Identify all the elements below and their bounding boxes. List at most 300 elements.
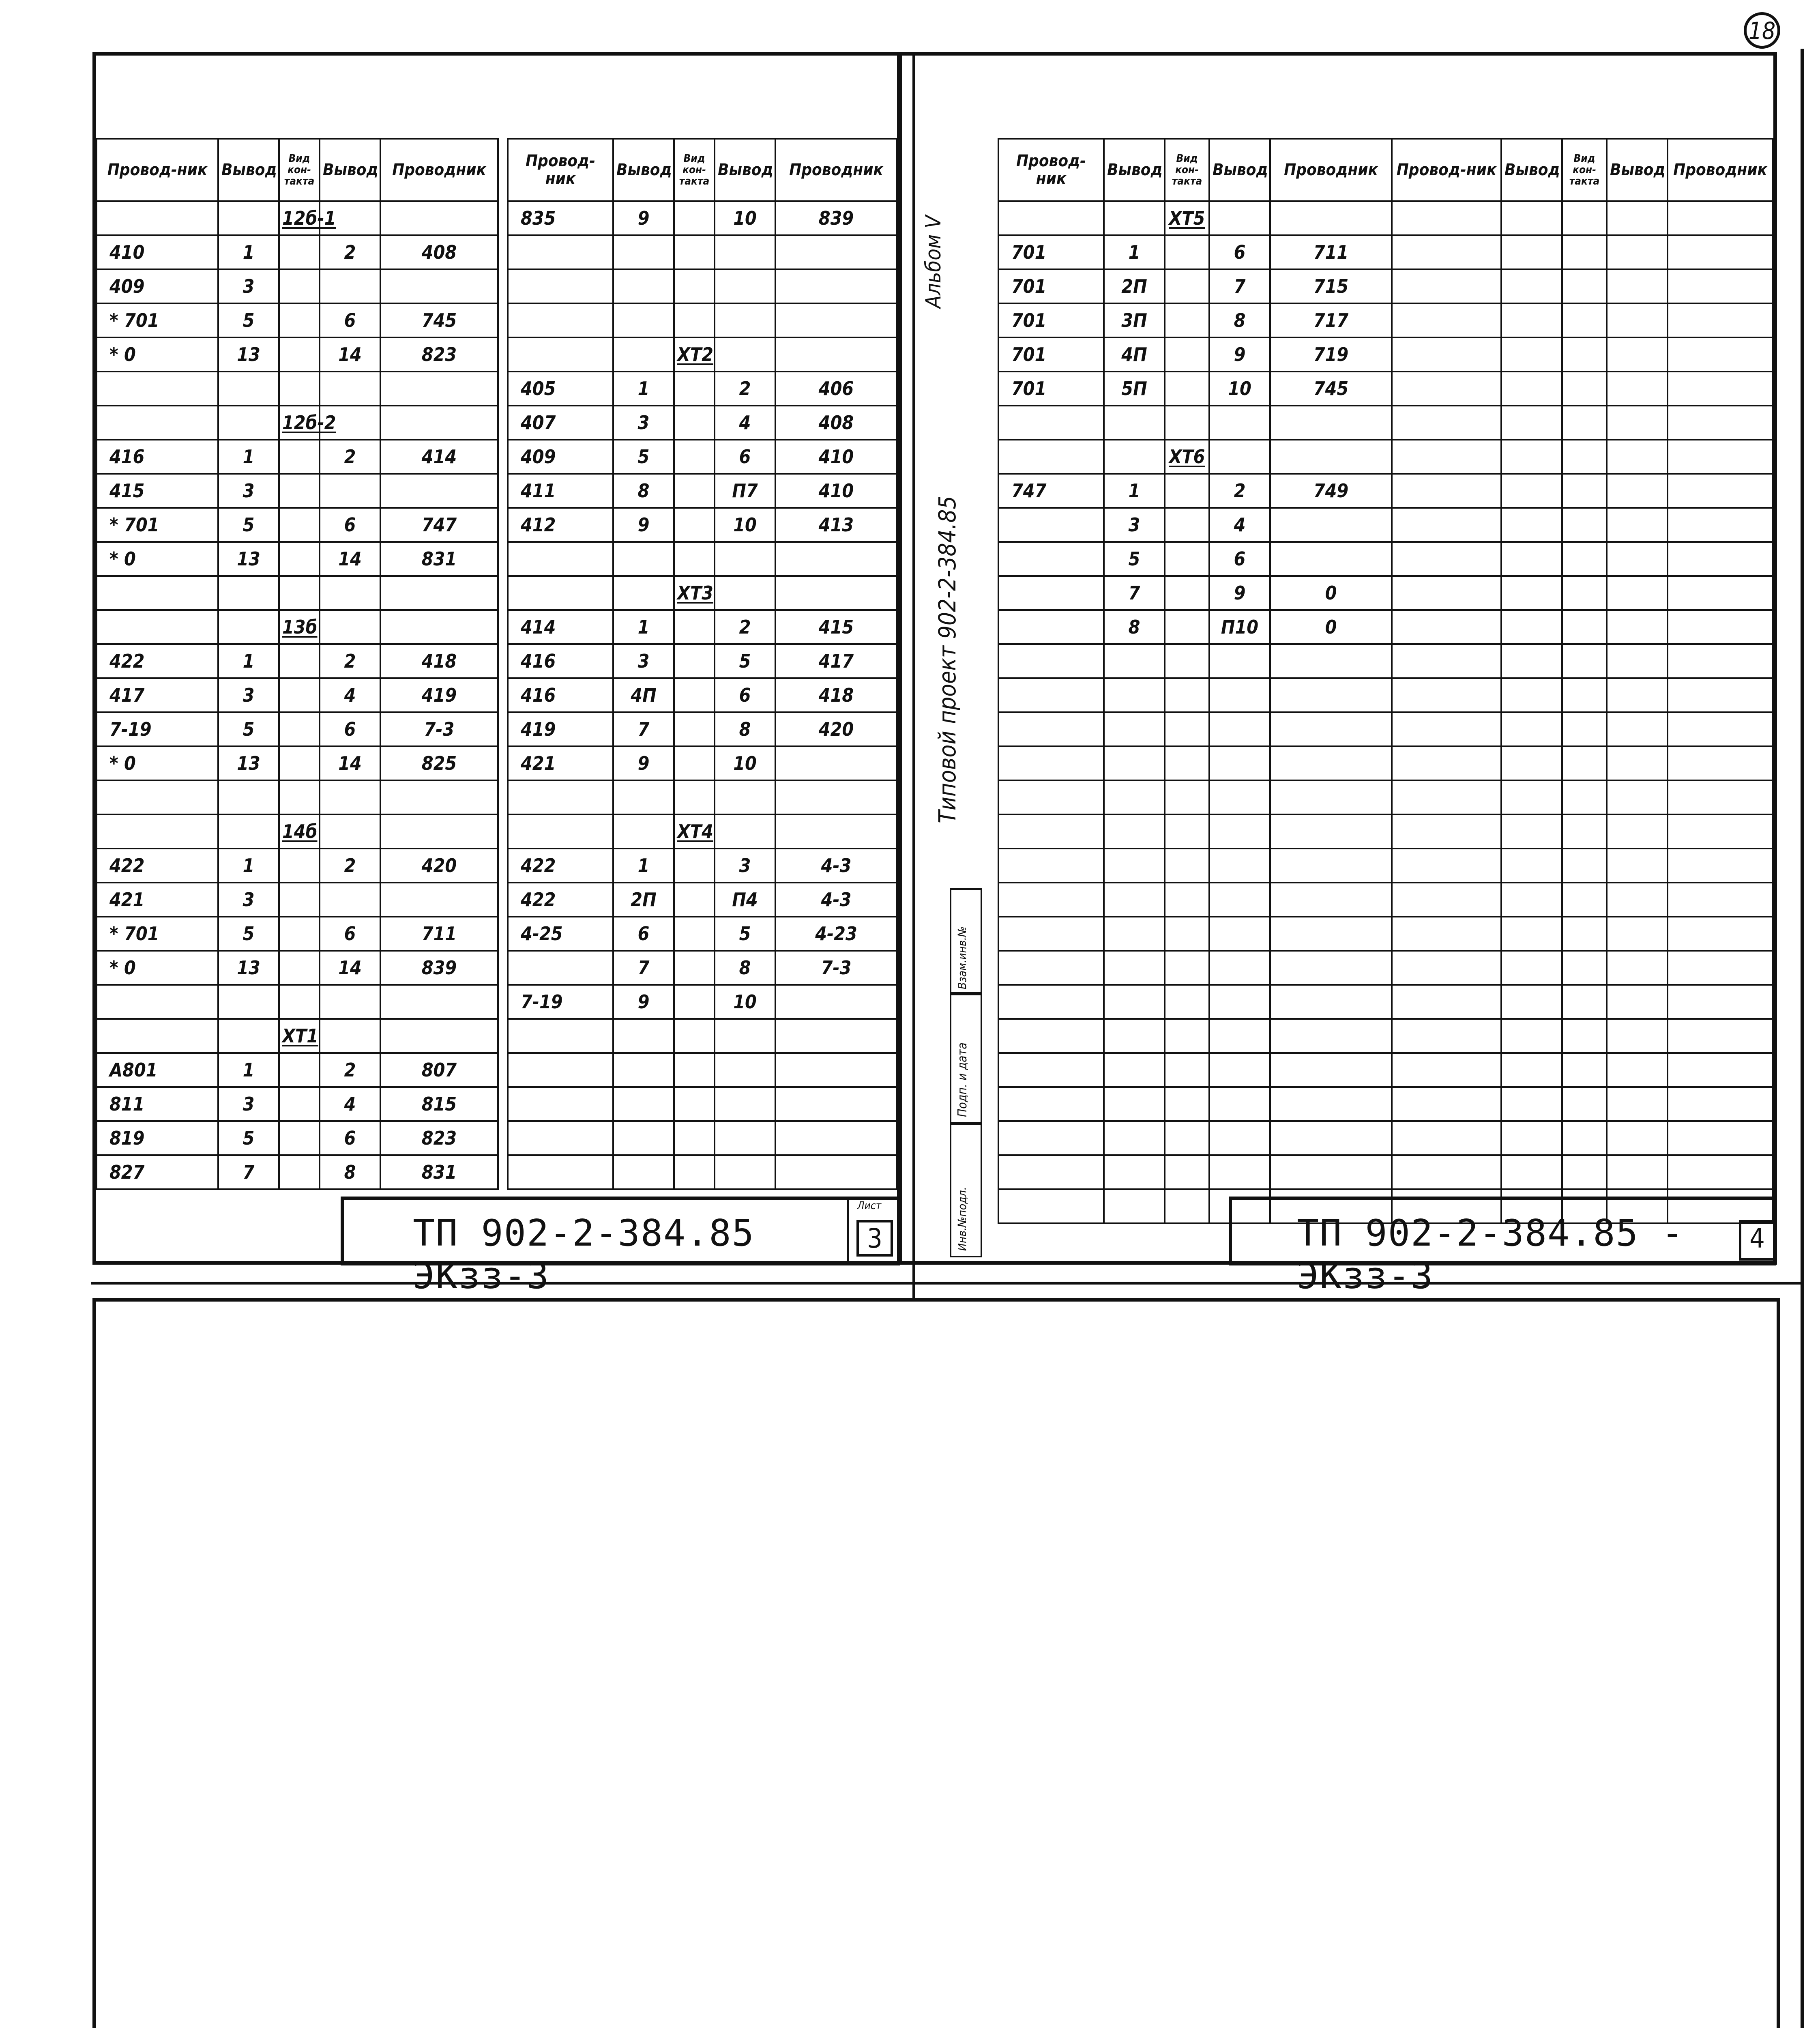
table-row bbox=[508, 712, 897, 746]
wiring-table-a bbox=[96, 138, 499, 1190]
table-cell bbox=[775, 780, 897, 814]
table-cell: 1 bbox=[218, 235, 279, 269]
strip-cell-replacement: Взам.инв.№ bbox=[950, 888, 982, 994]
table-cell bbox=[279, 337, 320, 372]
table-cell bbox=[1501, 542, 1562, 576]
table-cell: * 0 bbox=[97, 337, 218, 372]
table-cell bbox=[1562, 746, 1607, 780]
table-cell bbox=[1104, 1019, 1165, 1053]
table-row bbox=[1392, 985, 1773, 1019]
table-cell bbox=[1392, 780, 1501, 814]
table-cell bbox=[1607, 474, 1668, 508]
table-cell bbox=[775, 337, 897, 372]
table-cell bbox=[775, 269, 897, 303]
table-cell bbox=[1562, 303, 1607, 337]
table-cell: 2 bbox=[320, 849, 380, 883]
table-row bbox=[97, 1019, 498, 1053]
table-row bbox=[508, 474, 897, 508]
table-row bbox=[1392, 712, 1773, 746]
table-row bbox=[97, 985, 498, 1019]
table-cell: * 0 bbox=[97, 746, 218, 780]
table-row bbox=[1392, 951, 1773, 985]
table-cell bbox=[1607, 576, 1668, 610]
table-cell bbox=[1562, 542, 1607, 576]
table-cell bbox=[1607, 951, 1668, 985]
table-row bbox=[1392, 303, 1773, 337]
table-cell bbox=[380, 883, 498, 917]
table-cell bbox=[775, 1155, 897, 1189]
table-cell bbox=[1165, 542, 1209, 576]
table-cell bbox=[380, 985, 498, 1019]
table-cell bbox=[279, 678, 320, 712]
table-cell: 419 bbox=[508, 712, 613, 746]
table-row bbox=[1392, 440, 1773, 474]
table-cell bbox=[1668, 849, 1773, 883]
table-cell bbox=[674, 951, 715, 985]
table-row bbox=[998, 406, 1392, 440]
table-row bbox=[508, 917, 897, 951]
table-cell: 717 bbox=[1270, 303, 1392, 337]
table-cell bbox=[1501, 746, 1562, 780]
table-cell bbox=[1607, 712, 1668, 746]
table-cell bbox=[1165, 508, 1209, 542]
table-cell bbox=[613, 1155, 674, 1189]
table-cell bbox=[1501, 372, 1562, 406]
table-cell bbox=[715, 814, 775, 849]
table-cell bbox=[1607, 201, 1668, 235]
table-cell: 5 bbox=[218, 917, 279, 951]
table-cell: 2 bbox=[320, 644, 380, 678]
table-cell: 2П bbox=[613, 883, 674, 917]
table-cell bbox=[279, 474, 320, 508]
table-cell bbox=[1104, 746, 1165, 780]
table-row bbox=[97, 474, 498, 508]
table-cell bbox=[1392, 883, 1501, 917]
table-cell bbox=[1209, 883, 1270, 917]
table-row bbox=[508, 303, 897, 337]
table-cell bbox=[674, 883, 715, 917]
table-cell bbox=[1501, 201, 1562, 235]
table-cell: 14 bbox=[320, 337, 380, 372]
table-cell bbox=[320, 883, 380, 917]
table-cell bbox=[998, 1189, 1104, 1223]
table-cell bbox=[674, 1121, 715, 1155]
table-cell bbox=[1607, 780, 1668, 814]
table-cell: 418 bbox=[380, 644, 498, 678]
table-cell bbox=[613, 1121, 674, 1155]
table-cell bbox=[218, 372, 279, 406]
table-cell bbox=[998, 883, 1104, 917]
table-cell bbox=[1501, 883, 1562, 917]
block-label: XT2 bbox=[674, 337, 715, 372]
table-cell bbox=[97, 985, 218, 1019]
table-cell bbox=[1270, 917, 1392, 951]
table-cell bbox=[1392, 337, 1501, 372]
table-cell bbox=[775, 542, 897, 576]
bottom-empty-sheet bbox=[92, 1298, 1780, 2028]
table-row bbox=[508, 1121, 897, 1155]
table-cell: 815 bbox=[380, 1087, 498, 1121]
table-cell bbox=[1392, 644, 1501, 678]
table-cell bbox=[1165, 883, 1209, 917]
table-row bbox=[998, 780, 1392, 814]
table-cell bbox=[1209, 1121, 1270, 1155]
table-cell bbox=[1165, 746, 1209, 780]
table-row bbox=[508, 780, 897, 814]
table-cell bbox=[1668, 883, 1773, 917]
table-cell bbox=[1668, 508, 1773, 542]
table-cell bbox=[1392, 814, 1501, 849]
table-cell bbox=[1668, 406, 1773, 440]
table-row bbox=[508, 644, 897, 678]
table-cell: 3 bbox=[218, 474, 279, 508]
table-cell bbox=[674, 780, 715, 814]
header-conductor-right: Проводник bbox=[1668, 139, 1773, 201]
table-cell bbox=[998, 644, 1104, 678]
header-conductor-right: Проводник bbox=[1270, 139, 1392, 201]
table-cell bbox=[1270, 1019, 1392, 1053]
table-cell bbox=[998, 440, 1104, 474]
table-cell bbox=[1562, 337, 1607, 372]
table-row bbox=[998, 1121, 1392, 1155]
table-cell bbox=[674, 1053, 715, 1087]
table-cell bbox=[998, 814, 1104, 849]
table-cell bbox=[674, 917, 715, 951]
table-cell: 2 bbox=[715, 610, 775, 644]
table-row bbox=[97, 1121, 498, 1155]
table-row bbox=[97, 542, 498, 576]
table-cell bbox=[674, 303, 715, 337]
table-cell bbox=[1165, 303, 1209, 337]
table-cell bbox=[1501, 780, 1562, 814]
table-cell: 5 bbox=[218, 1121, 279, 1155]
table-row bbox=[508, 235, 897, 269]
table-cell bbox=[1562, 814, 1607, 849]
table-cell: 1 bbox=[218, 644, 279, 678]
table-cell bbox=[279, 1121, 320, 1155]
table-cell bbox=[775, 1087, 897, 1121]
table-cell: 10 bbox=[715, 508, 775, 542]
table-cell: П4 bbox=[715, 883, 775, 917]
table-cell bbox=[1392, 235, 1501, 269]
table-cell bbox=[1668, 1121, 1773, 1155]
table-cell bbox=[715, 780, 775, 814]
table-cell: 420 bbox=[775, 712, 897, 746]
table-row bbox=[97, 746, 498, 780]
table-cell bbox=[1501, 985, 1562, 1019]
table-cell bbox=[1209, 849, 1270, 883]
table-cell bbox=[1165, 576, 1209, 610]
table-cell bbox=[1668, 644, 1773, 678]
table-cell bbox=[1165, 814, 1209, 849]
table-cell bbox=[1562, 1053, 1607, 1087]
table-cell: A801 bbox=[97, 1053, 218, 1087]
table-cell bbox=[1392, 406, 1501, 440]
table-cell: 9 bbox=[613, 985, 674, 1019]
table-cell bbox=[1392, 201, 1501, 235]
table-row bbox=[1392, 1087, 1773, 1121]
table-cell bbox=[380, 814, 498, 849]
table-cell: 8 bbox=[613, 474, 674, 508]
table-row bbox=[1392, 678, 1773, 712]
table-cell: 7-3 bbox=[775, 951, 897, 985]
table-cell: 8 bbox=[320, 1155, 380, 1189]
table-cell bbox=[674, 1019, 715, 1053]
table-row bbox=[97, 1087, 498, 1121]
table-cell bbox=[1392, 1087, 1501, 1121]
table-cell bbox=[218, 201, 279, 235]
table-cell bbox=[1668, 542, 1773, 576]
table-cell bbox=[1270, 678, 1392, 712]
table-cell bbox=[1501, 610, 1562, 644]
table-cell bbox=[508, 542, 613, 576]
table-cell bbox=[1668, 440, 1773, 474]
table-cell bbox=[1668, 917, 1773, 951]
table-cell bbox=[1562, 440, 1607, 474]
table-cell bbox=[1501, 337, 1562, 372]
table-cell bbox=[998, 917, 1104, 951]
table-row bbox=[998, 1155, 1392, 1189]
table-cell: 4 bbox=[320, 1087, 380, 1121]
table-cell bbox=[775, 814, 897, 849]
strip-cell-inventory: Инв.№подл. bbox=[950, 1124, 982, 1257]
table-cell bbox=[1501, 1087, 1562, 1121]
table-cell: 747 bbox=[380, 508, 498, 542]
table-cell: 6 bbox=[715, 440, 775, 474]
table-cell: 13 bbox=[218, 951, 279, 985]
table-row bbox=[1392, 644, 1773, 678]
table-row bbox=[97, 576, 498, 610]
table-cell: 410 bbox=[775, 474, 897, 508]
table-row bbox=[97, 303, 498, 337]
table-cell bbox=[1165, 610, 1209, 644]
table-cell: 711 bbox=[1270, 235, 1392, 269]
table-cell bbox=[1104, 985, 1165, 1019]
table-cell: 749 bbox=[1270, 474, 1392, 508]
table-cell bbox=[674, 406, 715, 440]
table-cell bbox=[998, 1087, 1104, 1121]
table-cell: 422 bbox=[508, 883, 613, 917]
table-cell bbox=[1562, 644, 1607, 678]
table-row bbox=[97, 917, 498, 951]
table-cell bbox=[218, 780, 279, 814]
table-row bbox=[998, 746, 1392, 780]
table-row bbox=[97, 951, 498, 985]
table-row bbox=[508, 337, 897, 372]
table-cell bbox=[613, 780, 674, 814]
table-cell bbox=[1270, 1087, 1392, 1121]
block-label: XT6 bbox=[1165, 440, 1209, 474]
table-cell bbox=[279, 1053, 320, 1087]
table-cell bbox=[279, 542, 320, 576]
table-cell: 10 bbox=[715, 201, 775, 235]
table-cell: 6 bbox=[715, 678, 775, 712]
table-cell bbox=[1270, 985, 1392, 1019]
table-cell bbox=[998, 746, 1104, 780]
wiring-table-d bbox=[1391, 138, 1774, 1224]
table-cell bbox=[1392, 610, 1501, 644]
table-row bbox=[508, 508, 897, 542]
table-row bbox=[998, 917, 1392, 951]
table-cell bbox=[674, 440, 715, 474]
table-cell bbox=[1209, 917, 1270, 951]
table-cell bbox=[218, 1019, 279, 1053]
table-cell: 421 bbox=[508, 746, 613, 780]
table-cell: 7 bbox=[613, 951, 674, 985]
table-cell bbox=[218, 406, 279, 440]
table-cell bbox=[775, 303, 897, 337]
table-cell: 8 bbox=[715, 712, 775, 746]
table-row bbox=[998, 508, 1392, 542]
block-label: 12б-1 bbox=[279, 201, 320, 235]
table-cell: 409 bbox=[97, 269, 218, 303]
table-cell bbox=[998, 1053, 1104, 1087]
header-contact-type: Вид кон-такта bbox=[1165, 139, 1209, 201]
table-cell: 819 bbox=[97, 1121, 218, 1155]
table-cell: 421 bbox=[97, 883, 218, 917]
table-cell: 409 bbox=[508, 440, 613, 474]
block-label: XT3 bbox=[674, 576, 715, 610]
table-cell bbox=[380, 474, 498, 508]
header-conductor: Провод-ник bbox=[97, 139, 218, 201]
table-cell bbox=[1607, 406, 1668, 440]
table-cell: 1 bbox=[613, 849, 674, 883]
table-cell bbox=[1104, 814, 1165, 849]
header-conductor: Провод-ник bbox=[508, 139, 613, 201]
table-cell bbox=[1104, 678, 1165, 712]
table-cell: 417 bbox=[775, 644, 897, 678]
table-row bbox=[1392, 337, 1773, 372]
table-cell bbox=[380, 201, 498, 235]
table-cell bbox=[1209, 951, 1270, 985]
table-cell bbox=[1104, 406, 1165, 440]
table-cell bbox=[998, 985, 1104, 1019]
table-row bbox=[1392, 746, 1773, 780]
table-cell bbox=[1270, 951, 1392, 985]
table-cell: 5 bbox=[218, 712, 279, 746]
table-cell bbox=[1607, 985, 1668, 1019]
table-cell bbox=[775, 1019, 897, 1053]
table-cell bbox=[1165, 780, 1209, 814]
table-cell bbox=[1209, 814, 1270, 849]
table-cell bbox=[1668, 1087, 1773, 1121]
table-cell: 2П bbox=[1104, 269, 1165, 303]
right-edge-line bbox=[1801, 49, 1804, 2028]
table-cell bbox=[218, 985, 279, 1019]
table-cell bbox=[1209, 712, 1270, 746]
table-cell bbox=[279, 576, 320, 610]
table-cell: 14 bbox=[320, 746, 380, 780]
table-row bbox=[97, 337, 498, 372]
table-cell: 8 bbox=[715, 951, 775, 985]
table-cell bbox=[279, 780, 320, 814]
table-cell bbox=[998, 1155, 1104, 1189]
table-row bbox=[508, 576, 897, 610]
table-cell bbox=[279, 303, 320, 337]
table-cell bbox=[775, 235, 897, 269]
left-stamp-code: ТП 902-2-384.85 ЭКзз-3 bbox=[413, 1212, 755, 1297]
table-cell: 745 bbox=[380, 303, 498, 337]
left-sheet-cell bbox=[847, 1197, 904, 1265]
table-cell: 13 bbox=[218, 542, 279, 576]
table-cell bbox=[715, 1053, 775, 1087]
table-cell bbox=[1165, 1121, 1209, 1155]
table-cell: * 0 bbox=[97, 951, 218, 985]
table-cell bbox=[1392, 474, 1501, 508]
table-cell bbox=[1668, 303, 1773, 337]
table-cell bbox=[508, 337, 613, 372]
table-cell bbox=[1165, 406, 1209, 440]
block-label: 12б-2 bbox=[279, 406, 320, 440]
table-cell bbox=[1607, 303, 1668, 337]
table-cell bbox=[1392, 985, 1501, 1019]
table-cell: 823 bbox=[380, 337, 498, 372]
table-cell bbox=[1165, 1189, 1209, 1223]
table-cell bbox=[1392, 746, 1501, 780]
table-row bbox=[97, 678, 498, 712]
table-cell bbox=[1392, 1155, 1501, 1189]
table-cell bbox=[1562, 917, 1607, 951]
table-cell bbox=[1562, 235, 1607, 269]
table-cell bbox=[380, 372, 498, 406]
table-cell bbox=[1668, 1019, 1773, 1053]
table-row bbox=[508, 1155, 897, 1189]
table-row bbox=[97, 508, 498, 542]
table-row bbox=[998, 201, 1392, 235]
table-row bbox=[97, 235, 498, 269]
table-cell bbox=[613, 235, 674, 269]
table-cell: 419 bbox=[380, 678, 498, 712]
table-row bbox=[1392, 610, 1773, 644]
sheet-caption: Лист bbox=[857, 1200, 882, 1212]
table-cell: 811 bbox=[97, 1087, 218, 1121]
table-cell bbox=[1562, 1087, 1607, 1121]
table-row bbox=[508, 372, 897, 406]
table-cell: 7 bbox=[613, 712, 674, 746]
table-cell: 410 bbox=[775, 440, 897, 474]
table-row bbox=[998, 542, 1392, 576]
block-label: 14б bbox=[279, 814, 320, 849]
table-cell: 418 bbox=[775, 678, 897, 712]
table-cell: 416 bbox=[97, 440, 218, 474]
table-cell bbox=[1607, 1019, 1668, 1053]
header-output-right: Вывод bbox=[320, 139, 380, 201]
table-row bbox=[1392, 406, 1773, 440]
table-cell: 413 bbox=[775, 508, 897, 542]
table-row bbox=[508, 1019, 897, 1053]
table-cell bbox=[998, 712, 1104, 746]
table-cell bbox=[1392, 576, 1501, 610]
table-cell: П7 bbox=[715, 474, 775, 508]
table-cell bbox=[1270, 712, 1392, 746]
table-cell: 1 bbox=[218, 849, 279, 883]
table-cell: 5 bbox=[613, 440, 674, 474]
table-cell: 701 bbox=[998, 372, 1104, 406]
table-row bbox=[97, 372, 498, 406]
table-cell bbox=[998, 542, 1104, 576]
table-row bbox=[998, 337, 1392, 372]
table-cell bbox=[279, 644, 320, 678]
table-cell: 3 bbox=[218, 678, 279, 712]
table-cell bbox=[1668, 678, 1773, 712]
table-cell bbox=[775, 746, 897, 780]
header-conductor: Провод-ник bbox=[1392, 139, 1501, 201]
table-row bbox=[998, 883, 1392, 917]
table-cell bbox=[218, 610, 279, 644]
table-row bbox=[998, 644, 1392, 678]
table-cell bbox=[1562, 610, 1607, 644]
table-cell: 6 bbox=[320, 508, 380, 542]
